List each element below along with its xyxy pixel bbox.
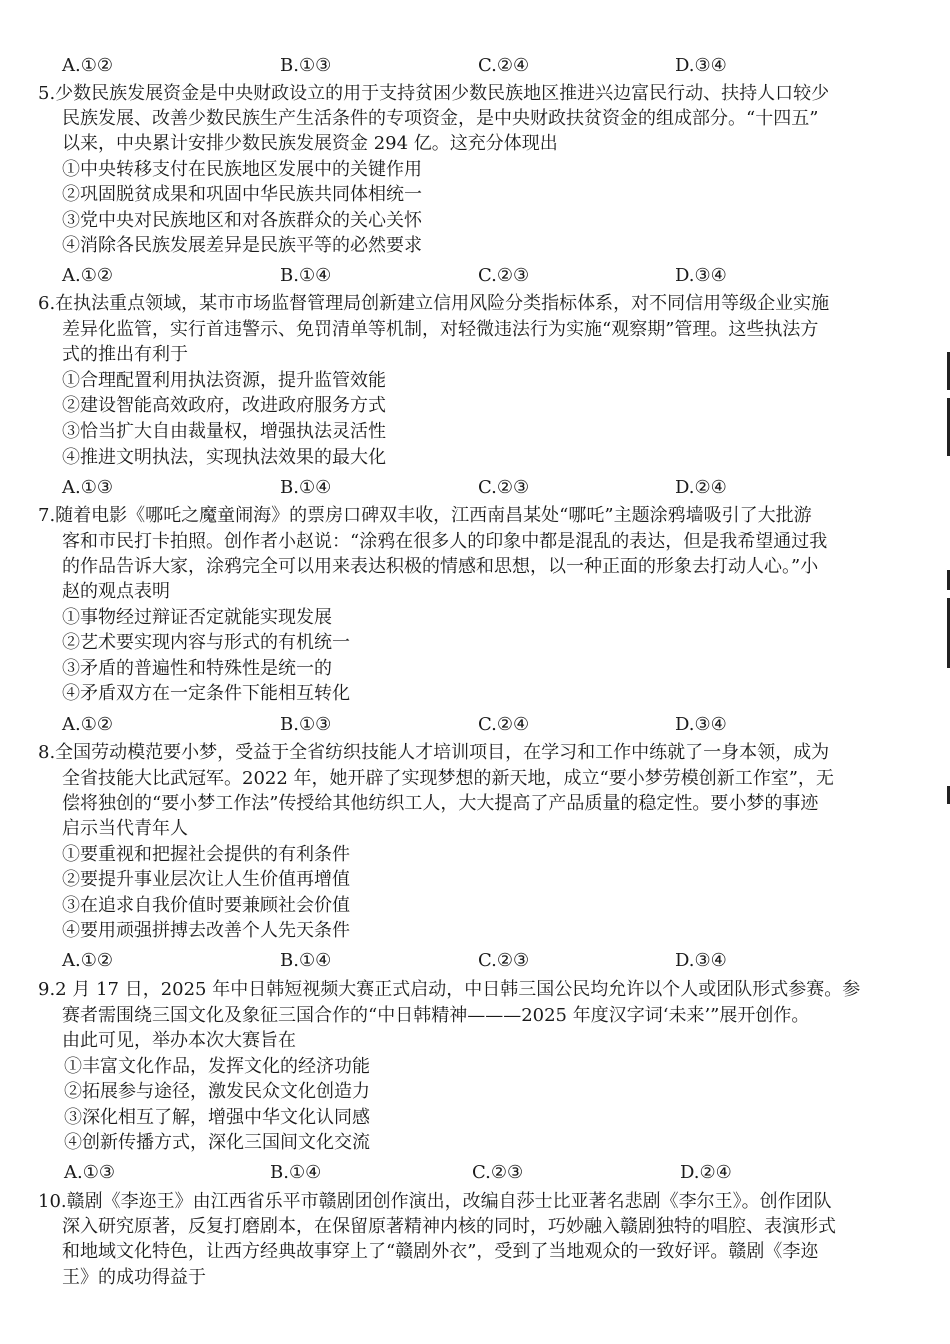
q5-item-3: ③党中央对民族地区和对各族群众的关心关怀 (62, 210, 422, 231)
q5-stem-line-2: 民族发展、改善少数民族生产生活条件的专项资金，是中央财政扶贫资金的组成部分。“十四五” (62, 108, 819, 129)
q10-stem-line-3: 和地域文化特色，让西方经典故事穿上了“赣剧外衣”，受到了当地观众的一致好评。赣剧《李迩 (62, 1241, 819, 1262)
q7-item-1: ①事物经过辩证否定就能实现发展 (62, 607, 332, 628)
option-a[interactable]: A.①② (62, 950, 113, 971)
option-a[interactable]: A.①③ (64, 1162, 115, 1183)
q5-item-4: ④消除各民族发展差异是民族平等的必然要求 (62, 235, 422, 256)
q9-stem-line-3: 由此可见，举办本次大赛旨在 (62, 1030, 296, 1051)
q8-stem-line-2: 全省技能大比武冠军。2022 年，她开辟了实现梦想的新天地，成立“要小梦劳模创新工作室”，无 (62, 768, 834, 789)
q10-stem-line-1: 10.赣剧《李迩王》由江西省乐平市赣剧团创作演出，改编自莎士比亚著名悲剧《李尔王》。创作团队 (38, 1191, 832, 1212)
q6-item-1: ①合理配置利用执法资源，提升监管效能 (62, 370, 386, 391)
option-c[interactable]: C.②③ (478, 950, 530, 971)
q4-options (62, 54, 882, 78)
option-d[interactable]: D.②④ (675, 477, 727, 498)
q6-stem-line-2: 差异化监管，实行首违警示、免罚清单等机制，对轻微违法行为实施“观察期”管理。这些执法方 (62, 319, 819, 340)
q7-item-4: ④矛盾双方在一定条件下能相互转化 (62, 683, 350, 704)
option-d[interactable]: D.③④ (675, 265, 727, 286)
option-c[interactable]: C.②③ (472, 1162, 524, 1183)
q9-options (64, 1161, 884, 1185)
q9-stem-line-2: 赛者需围绕三国文化及象征三国合作的“中日韩精神———2025 年度汉字词‘未来’”展开创作。 (62, 1005, 810, 1026)
q6-item-4: ④推进文明执法，实现执法效果的最大化 (62, 447, 386, 468)
q5-item-2: ②巩固脱贫成果和巩固中华民族共同体相统一 (62, 184, 422, 205)
option-a[interactable]: A.①② (62, 265, 113, 286)
q9-item-4: ④创新传播方式，深化三国间文化交流 (64, 1132, 370, 1153)
q8-item-3: ③在追求自我价值时要兼顾社会价值 (62, 895, 350, 916)
q6-stem-line-1: 6.在执法重点领域，某市市场监督管理局创新建立信用风险分类指标体系，对不同信用等级企业实施 (38, 293, 830, 314)
option-d[interactable]: D.②④ (680, 1162, 732, 1183)
option-b[interactable]: B.①③ (280, 55, 332, 76)
option-b[interactable]: B.①④ (270, 1162, 322, 1183)
option-b[interactable]: B.①③ (280, 714, 332, 735)
q6-item-2: ②建设智能高效政府，改进政府服务方式 (62, 395, 386, 416)
q5-item-1: ①中央转移支付在民族地区发展中的关键作用 (62, 159, 422, 180)
q8-item-2: ②要提升事业层次让人生价值再增值 (62, 869, 350, 890)
q5-options (62, 264, 882, 288)
q8-item-1: ①要重视和把握社会提供的有利条件 (62, 844, 350, 865)
q6-item-3: ③恰当扩大自由裁量权，增强执法灵活性 (62, 421, 386, 442)
q6-stem-line-3: 式的推出有利于 (62, 344, 188, 365)
q7-item-2: ②艺术要实现内容与形式的有机统一 (62, 632, 350, 653)
q8-stem-line-3: 偿将独创的“要小梦工作法”传授给其他纺织工人，大大提高了产品质量的稳定性。要小梦的事迹 (62, 793, 819, 814)
q5-stem-line-3: 以来，中央累计安排少数民族发展资金 294 亿。这充分体现出 (62, 133, 558, 154)
q7-stem-line-2: 客和市民打卡拍照。创作者小赵说：“涂鸦在很多人的印象中都是混乱的表达，但是我希望通过我 (62, 531, 828, 552)
option-a[interactable]: A.①③ (62, 477, 113, 498)
q8-stem-line-1: 8.全国劳动模范要小梦，受益于全省纺织技能人才培训项目，在学习和工作中练就了一身本领，成为 (38, 742, 830, 763)
q7-options (62, 713, 882, 737)
q7-item-3: ③矛盾的普遍性和特殊性是统一的 (62, 658, 332, 679)
option-d[interactable]: D.③④ (675, 950, 727, 971)
option-b[interactable]: B.①④ (280, 265, 332, 286)
q8-item-4: ④要用顽强拼搏去改善个人先天条件 (62, 920, 350, 941)
q7-stem-line-3: 的作品告诉大家，涂鸦完全可以用来表达积极的情感和思想，以一种正面的形象去打动人心。”小 (62, 556, 819, 577)
option-b[interactable]: B.①④ (280, 477, 332, 498)
q7-stem-line-1: 7.随着电影《哪吒之魔童闹海》的票房口碑双丰收，江西南昌某处“哪吒”主题涂鸦墙吸引了大批游 (38, 505, 812, 526)
q6-options (62, 476, 882, 500)
option-b[interactable]: B.①④ (280, 950, 332, 971)
option-a[interactable]: A.①② (62, 55, 113, 76)
option-a[interactable]: A.①② (62, 714, 113, 735)
q5-stem-line-1: 5.少数民族发展资金是中央财政设立的用于支持贫困少数民族地区推进兴边富民行动、扶持人口较少 (38, 83, 830, 104)
q9-item-1: ①丰富文化作品，发挥文化的经济功能 (64, 1056, 370, 1077)
q7-stem-line-4: 赵的观点表明 (62, 581, 170, 602)
q8-stem-line-4: 启示当代青年人 (62, 818, 188, 839)
q9-item-2: ②拓展参与途径，激发民众文化创造力 (64, 1081, 370, 1102)
q9-item-3: ③深化相互了解，增强中华文化认同感 (64, 1107, 370, 1128)
option-c[interactable]: C.②④ (478, 55, 530, 76)
q10-stem-line-4: 王》的成功得益于 (62, 1267, 206, 1288)
q8-options (62, 949, 882, 973)
q10-stem-line-2: 深入研究原著，反复打磨剧本，在保留原著精神内核的同时，巧妙融入赣剧独特的唱腔、表演形式 (62, 1216, 836, 1237)
option-d[interactable]: D.③④ (675, 714, 727, 735)
option-c[interactable]: C.②④ (478, 714, 530, 735)
option-d[interactable]: D.③④ (675, 55, 727, 76)
q9-stem-line-1: 9.2 月 17 日，2025 年中日韩短视频大赛正式启动，中日韩三国公民均允许以个人或团队形式参赛。参 (38, 979, 861, 1000)
option-c[interactable]: C.②③ (478, 265, 530, 286)
option-c[interactable]: C.②③ (478, 477, 530, 498)
